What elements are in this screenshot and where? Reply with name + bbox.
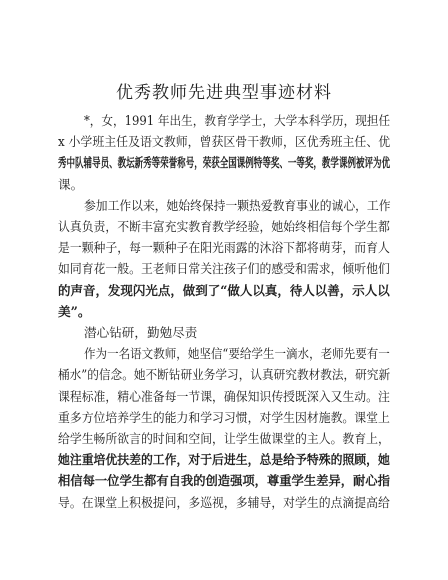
text-line: 她注重培优扶差的工作，对于后进生，总是给予特殊的照顾，她 <box>58 452 390 468</box>
text-line: 作为一名语文教师，她坚信“要给学生一滴水，老师先要有一 <box>84 346 390 362</box>
text-line: 桶水”的信念。她不断钻研业务学习，认真研究教材教法，研究新 <box>58 367 391 383</box>
text-line: x 小学班主任及语文教师，曾获区骨干教师，区优秀班主任、优 <box>58 134 391 150</box>
text-line: *，女，1991 年出生，教育学学士，大学本科学历，现担任 <box>84 113 391 128</box>
text-line: 的声音，发现闪光点，做到了“做人以真，待人以善，示人以 <box>58 282 390 298</box>
text-line: 给学生畅所欲言的时间和空间，让学生做课堂的主人。教育上， <box>58 431 390 446</box>
text-line: 导。在课堂上积极提问，多巡视，多辅导，对学生的点滴提高给 <box>58 494 390 510</box>
text-line: 相信每一位学生都有自我的创造强项，尊重学生差异，耐心指 <box>58 473 390 489</box>
text-line: 认真负责，不断丰富充实教育教学经验，她始终相信每个学生都 <box>58 219 390 234</box>
document-title: 优秀教师先进典型事迹材料 <box>116 83 332 103</box>
text-line: 是一颗种子，每一颗种子在阳光雨露的沐浴下都将萌芽，而育人 <box>58 240 390 256</box>
text-line: 潜心钻研，勤勉尽责 <box>84 325 198 340</box>
text-line: 如同育花一般。王老师日常关注孩子们的感受和需求，倾听他们 <box>58 261 390 277</box>
text-line: 课程标准，精心准备每一节课，确保知识传授既深入又生动。注 <box>58 388 390 404</box>
text-line: 重多方位培养学生的能力和学习习惯，对学生因材施教。课堂上 <box>58 409 390 425</box>
text-line: 美”。 <box>58 303 91 319</box>
text-line: 参加工作以来，她始终保持一颗热爱教育事业的诚心，工作 <box>84 197 391 213</box>
text-line: 课。 <box>58 176 84 192</box>
text-line: 秀中队辅导员、教坛新秀等荣誉称号，荣获全国课例特等奖、一等奖，教学课例被评为优 <box>58 155 391 171</box>
